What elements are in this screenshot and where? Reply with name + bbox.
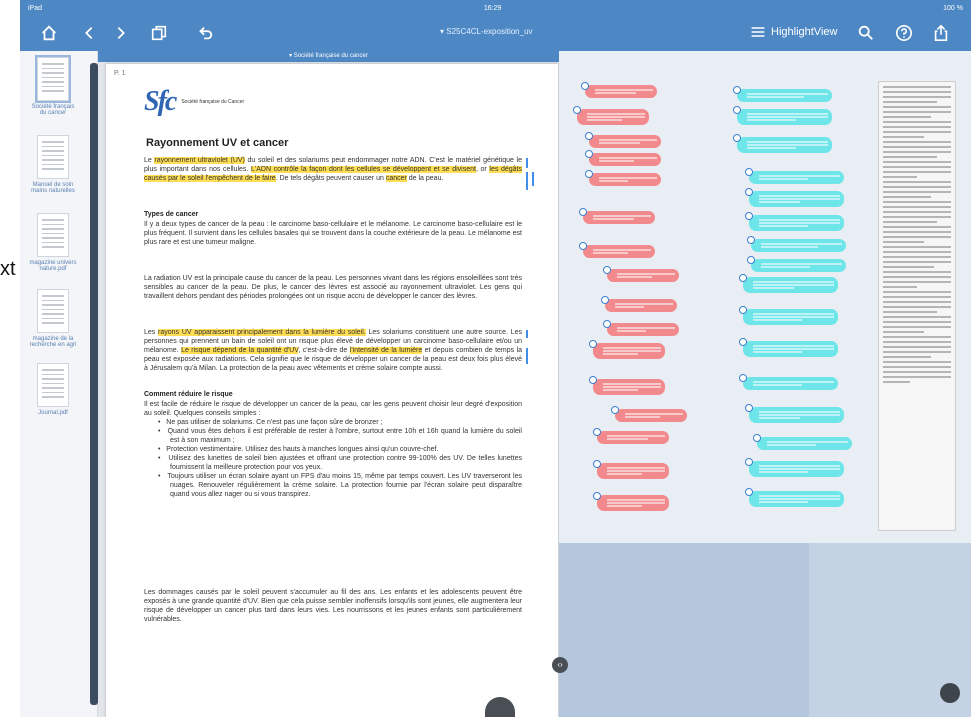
sidebar-item-1[interactable] (28, 135, 78, 194)
sidebar-item-label: Société français du cancer (31, 104, 75, 116)
status-bar (20, 0, 971, 16)
document-thumbnail (37, 363, 69, 407)
document-thumbnail (37, 135, 69, 179)
forward-icon[interactable] (112, 22, 130, 44)
page-title: Rayonnement UV et cancer (146, 137, 289, 149)
paragraph-sources (144, 328, 522, 373)
paragraph-radiation: La radiation UV est la principale cause du cancer de la peau. Les personnes vivant dans les régions ensoleillées sont très sensibles au cancer de la peau. De plus, le cancer des lèvres est associé au rayonnement ultraviolet. Les gens qui travaillent dehors pendant des périodes prolongées ont un risque accru de développer le cancer des lèvres. (144, 275, 522, 300)
annotation-card[interactable] (737, 137, 832, 153)
back-icon[interactable] (80, 22, 98, 44)
help-icon[interactable] (894, 22, 914, 44)
paragraph: Il y a deux types de cancer de la peau : le carcinome baso-cellulaire et le mélanome. Le carcinome baso-cellulaire est le plus fréquent. Il survient dans les cellules basales qui se trouvent dans la couche extérieure de la peau. Le mélanome est plus rare et est une tumeur maligne. (144, 221, 522, 246)
battery-label: 100 % (943, 4, 963, 12)
vertical-scrollbar[interactable] (90, 63, 98, 705)
annotation-card[interactable] (589, 153, 661, 166)
text-run: de la peau. (406, 175, 444, 182)
annotation-card[interactable] (583, 245, 655, 258)
annotation-card[interactable] (749, 191, 844, 207)
annotation-card[interactable] (593, 379, 665, 395)
split-view-toggle[interactable]: ‹› (552, 657, 568, 673)
annotation-marker[interactable] (526, 158, 528, 168)
carrier-label: iPad (28, 4, 43, 12)
annotation-marker[interactable] (532, 172, 534, 186)
zoom-icon[interactable] (940, 683, 960, 703)
annotation-card[interactable] (751, 239, 846, 252)
home-icon[interactable] (38, 22, 60, 44)
logo-mark: Sfc (144, 86, 176, 117)
sidebar-item-0[interactable] (28, 57, 78, 116)
section-types (144, 210, 522, 247)
bullet-item: • Toujours utiliser un écran solaire ayant un FPS d'au moins 15, même par temps couvert. Les UV traverseront les nuages. Renouveler régulièrement la crème solaire. La protection fournie par l'écran solaire peut disparaître quand vous allez nager ou si vous transpirez. (158, 473, 522, 498)
annotation-card[interactable] (751, 259, 846, 272)
bullet-item: • Quand vous êtes dehors il est préférable de rester à l'ombre, surtout entre 10h et 16h quand la lumière du soleil est à son maximum ; (158, 428, 522, 444)
section-heading: Types de cancer (144, 211, 199, 218)
section-heading: Comment réduire le risque (144, 391, 233, 398)
document-thumbnail (37, 57, 69, 101)
paragraph-closing: Les dommages causés par le soleil peuvent s'accumuler au fil des ans. Les enfants et les adolescents peuvent être exposés à une grande quantité d'UV. Bien que cela puisse sembler inoffensifs lorsqu'ils sont jeunes, elle augmentera leur risque de développer un cancer plus tard dans leurs vies. Les nourrissons et les jeunes enfants sont particulièrement vulnérables. (144, 589, 522, 623)
annotation-card[interactable] (583, 211, 655, 224)
sidebar-item-label: magazine de la recherche en agri (29, 336, 77, 348)
highlight[interactable]: Le risque dépend de la quantité d'UV (181, 347, 299, 354)
text-run: Les solariums constituent une autre source. Les personnes qui prennent un bain de soleil ont un risque plus élevé de développer un carcinome baso-cellulaire et/ou un mélanome. (144, 329, 522, 354)
document-header-bar[interactable]: ▾ Société française du cancer (98, 51, 559, 62)
annotation-card[interactable] (607, 323, 679, 336)
annotation-card[interactable] (743, 277, 838, 293)
annotation-marker[interactable] (526, 330, 528, 338)
annotation-card[interactable] (749, 461, 844, 477)
sidebar-item-label: Manuel de soin mains naturelles (31, 182, 75, 194)
highlight[interactable]: rayons UV apparaissent principalement dans la lumière du soleil. (158, 329, 366, 336)
bullet-item: • Utilisez des lunettes de soleil bien ajustées et offrant une protection contre 99-100% des UV. De telles lunettes fournissent la meilleure protection pour vos yeux. (158, 455, 522, 471)
annotation-card[interactable] (585, 85, 657, 98)
highlight[interactable]: cancer (385, 175, 407, 182)
annotation-card[interactable] (597, 495, 669, 511)
list-icon (750, 24, 766, 40)
annotation-card[interactable] (597, 463, 669, 479)
annotation-card[interactable] (743, 309, 838, 325)
sidebar-item-3[interactable] (28, 289, 78, 348)
highlight[interactable]: L'ADN contrôle la façon dont les cellules se développent et se divisent (250, 166, 476, 173)
annotation-card[interactable] (749, 171, 844, 184)
pages-icon[interactable] (148, 22, 170, 44)
annotation-card[interactable] (749, 491, 844, 507)
text-run: et depuis combien de temps la peau est exposée aux radiations. Cela signifie que le risque de développer un cancer de la peau est deux fois plus élevé à Jérusalem qu'à Milan. La protection de la peau avec vêtements et crème solaire compte aussi. (144, 347, 523, 372)
bullet-item: • Ne pas utiliser de solariums. Ce n'est pas une façon sûre de bronzer ; (158, 419, 383, 426)
highlight-view-label: HighlightView (771, 26, 838, 38)
text-run: Les (144, 329, 159, 336)
annotation-marker[interactable] (526, 348, 528, 364)
top-toolbar (20, 16, 971, 51)
share-icon[interactable] (931, 22, 951, 44)
bullet-text: Ne pas utiliser de solariums. Ce n'est pas une façon sûre de bronzer ; (166, 419, 383, 426)
annotation-card[interactable] (737, 109, 832, 125)
text-run: Le (144, 157, 155, 164)
highlight[interactable]: les dégâts causés par le soleil l'empêchent de le faire (144, 166, 522, 182)
organization-logo (144, 86, 244, 118)
page-number: P. 1 (114, 70, 126, 77)
sidebar-item-label: Journal.pdf (38, 410, 68, 416)
highlight-view-button[interactable] (750, 24, 837, 40)
annotation-card[interactable] (749, 407, 844, 423)
clock: 16:29 (483, 4, 502, 12)
bullet-text: Protection vestimentaire. Utilisez des hauts à manches longues ainsi qu'un couvre-chef. (166, 446, 439, 453)
document-thumbnail (37, 213, 69, 257)
text-run: du soleil et des solariums peut endommager notre ADN. C'est le matériel génétique le plus important dans nos cellules. (144, 157, 522, 173)
paragraph-intro (144, 156, 522, 183)
highlight-view-panel (559, 51, 971, 717)
annotation-card[interactable] (593, 343, 665, 359)
annotation-card[interactable] (757, 437, 852, 450)
highlight[interactable]: l'intensité de la lumière (349, 347, 423, 354)
highlight[interactable]: rayonnement ultraviolet (UV) (154, 157, 245, 164)
sidebar-item-4[interactable] (28, 363, 78, 416)
annotation-card[interactable] (743, 377, 838, 390)
annotation-card[interactable] (589, 173, 661, 186)
annotation-card[interactable] (749, 215, 844, 231)
sidebar-item-label: magazine univers nature.pdf (29, 260, 77, 272)
pdf-page[interactable] (106, 64, 558, 717)
annotation-card[interactable] (607, 269, 679, 282)
paragraph: Il est facile de réduire le risque de développer un cancer de la peau, car les gens peuvent choisir leur degré d'exposition au soleil. Quelques conseils simples : (144, 401, 522, 417)
annotation-card[interactable] (577, 109, 649, 125)
text-run: , c'est-à-dire de (298, 347, 350, 354)
stray-text: xt (0, 258, 16, 280)
annotation-card[interactable] (737, 89, 832, 102)
section-reduce (144, 390, 522, 499)
annotation-card[interactable] (597, 431, 669, 444)
search-icon[interactable] (856, 22, 876, 44)
annotation-card[interactable] (589, 135, 661, 148)
document-sidebar (20, 51, 98, 717)
bullet-text: Quand vous êtes dehors il est préférable de rester à l'ombre, surtout entre 10h et 16h quand la lumière du soleil est à son maximum ; (167, 428, 522, 444)
bullet-text: Utilisez des lunettes de soleil bien ajustées et offrant une protection contre 99-100% des UV. De telles lunettes fournissent la meilleure protection pour vos yeux. (168, 455, 522, 471)
text-run: , or (475, 166, 490, 173)
text-run: . De tels dégâts peuvent causer un (275, 175, 386, 182)
annotation-card[interactable] (605, 299, 677, 312)
undo-icon[interactable] (194, 22, 216, 44)
note-text-card[interactable] (878, 81, 956, 531)
bullet-text: Toujours utiliser un écran solaire ayant un FPS d'au moins 15, même par temps couvert. Les UV traverseront les nuages. Renouveler régulièrement la crème solaire. La protection fournie par l'écran solaire peut disparaître quand vous allez nager ou si vous transpirez. (167, 473, 522, 498)
bullet-item: • Protection vestimentaire. Utilisez des hauts à manches longues ainsi qu'un couvre-chef. (158, 446, 439, 453)
sidebar-item-2[interactable] (28, 213, 78, 272)
document-title[interactable]: ▾ S25C4CL-exposition_uv (440, 27, 533, 36)
organization-name: Société française du Cancer (181, 98, 245, 105)
annotation-card[interactable] (743, 341, 838, 357)
annotation-card[interactable] (615, 409, 687, 422)
document-thumbnail (37, 289, 69, 333)
annotation-marker[interactable] (526, 172, 528, 190)
